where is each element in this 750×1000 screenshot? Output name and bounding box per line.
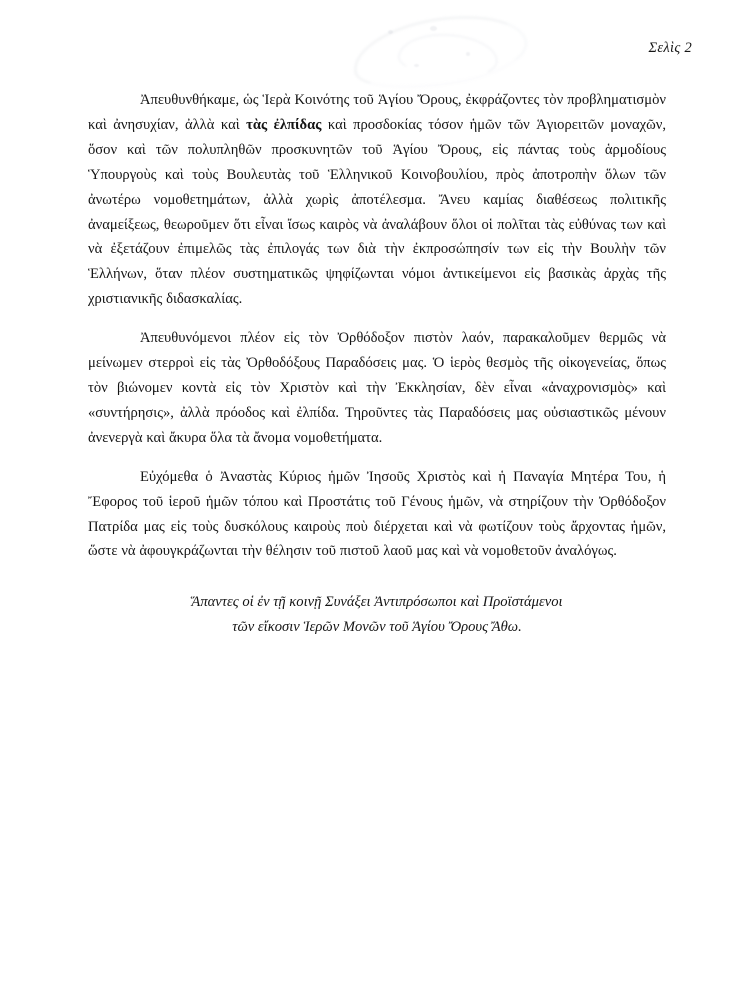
document-body (88, 88, 666, 564)
paragraph-2: Ἀπευθυνόμενοι πλέον εἰς τὸν Ὀρθόδοξον πιστὸν λαόν, παρακαλοῦμεν θερμῶς νὰ μείνωμεν στερροὶ εἰς τὰς Ὀρθοδόξους Παραδόσεις μας. Ὁ ἱερὸς θεσμὸς τῆς οἰκογενείας, ὅπως τὸν βιώνομεν κοντὰ εἰς τὸν Χριστὸν καὶ τὴν Ἐκκλησίαν, δὲν εἶναι «ἀναχρονισμὸς» καὶ «συντήρησις», ἀλλὰ πρόοδος καὶ ἐλπίδα. Τηροῦντες τὰς Παραδόσεις μας οὐσιαστικῶς μένουν ἀνενεργὰ καὶ ἄκυρα ὅλα τὰ ἄνομα νομοθετήματα. (88, 330, 666, 446)
signature-line-1: Ἅπαντες οἱ ἐν τῇ κοινῇ Συνάξει Ἀντιπρόσωποι καὶ Προϊστάμενοι (191, 594, 563, 610)
scan-artifact-icon (348, 5, 532, 100)
paragraph-1-emphasis: τὰς ἐλπίδας (246, 116, 322, 133)
signature-block (88, 590, 666, 640)
scan-fleck-icon (430, 26, 437, 31)
paragraph-1-lead: Ἀπευθυνθήκαμε, ὡς Ἱερὰ Κοινότης τοῦ Ἁγίου Ὄρους, ἐκφράζοντες τὸν προβληματισμὸν καὶ ἀνησυχίαν, ἀλλὰ καὶ (88, 92, 666, 133)
paragraph-1-rest: καὶ προσδοκίας τόσον ἡμῶν τῶν Ἁγιορειτῶν μοναχῶν, ὅσον καὶ τῶν πολυπληθῶν προσκυνητῶν τοῦ Ἁγίου Ὄρους, εἰς πάντας τοὺς ἁρμοδίους Ὑπουργοὺς καὶ τοὺς Βουλευτὰς τοῦ Ἑλληνικοῦ Κοινοβουλίου, πρὸς ἀποτροπὴν ὅλων τῶν ἀνωτέρω νομοθετημάτων, ἀλλὰ χωρὶς ἀποτέλεσμα. Ἄνευ καμίας διαθέσεως πολιτικῆς ἀναμείξεως, θεωροῦμεν ὅτι εἶναι ἴσως καιρὸς νὰ ἀναλάβουν ὅλοι οἱ πολῖται τὰς εὐθύνας των καὶ νὰ ἐξετάζουν ἐπιμελῶς τὰς ἐπιλογάς των διὰ τὴν ἐκπροσώπησίν των εἰς τὴν Βουλὴν τῶν Ἑλλήνων, ὅταν πλέον συστηματικῶς ψηφίζωνται νόμοι ἀντικείμενοι εἰς βασικὰς ἀρχὰς τῆς χριστιανικῆς διδασκαλίας. (88, 116, 666, 308)
paragraph-3: Εὐχόμεθα ὁ Ἀναστὰς Κύριος ἡμῶν Ἰησοῦς Χριστὸς καὶ ἡ Παναγία Μητέρα Του, ἡ Ἔφορος τοῦ ἱεροῦ ἡμῶν τόπου καὶ Προστάτις τοῦ Γένους ἡμῶν, νὰ στηρίζουν τὴν Ὀρθόδοξον Πατρίδα μας εἰς τοὺς δυσκόλους καιροὺς ποὺ διέρχεται καὶ νὰ φωτίζουν τοὺς ἄρχοντας ἡμῶν, ὥστε νὰ ἀφουγκράζωνται τὴν θέλησιν τοῦ πιστοῦ λαοῦ μας καὶ νὰ νομοθετοῦν ἀναλόγως. (88, 468, 666, 560)
scan-fleck-icon (388, 30, 393, 34)
scan-artifact-secondary-icon (397, 31, 500, 82)
paragraph-1 (88, 88, 666, 312)
scan-fleck-icon (414, 64, 419, 67)
scan-fleck-icon (466, 52, 470, 56)
page-number-header: Σελὶς 2 (648, 40, 692, 56)
signature-line-2: τῶν εἴκοσιν Ἱερῶν Μονῶν τοῦ Ἁγίου Ὄρους Ἄθω. (232, 619, 522, 635)
